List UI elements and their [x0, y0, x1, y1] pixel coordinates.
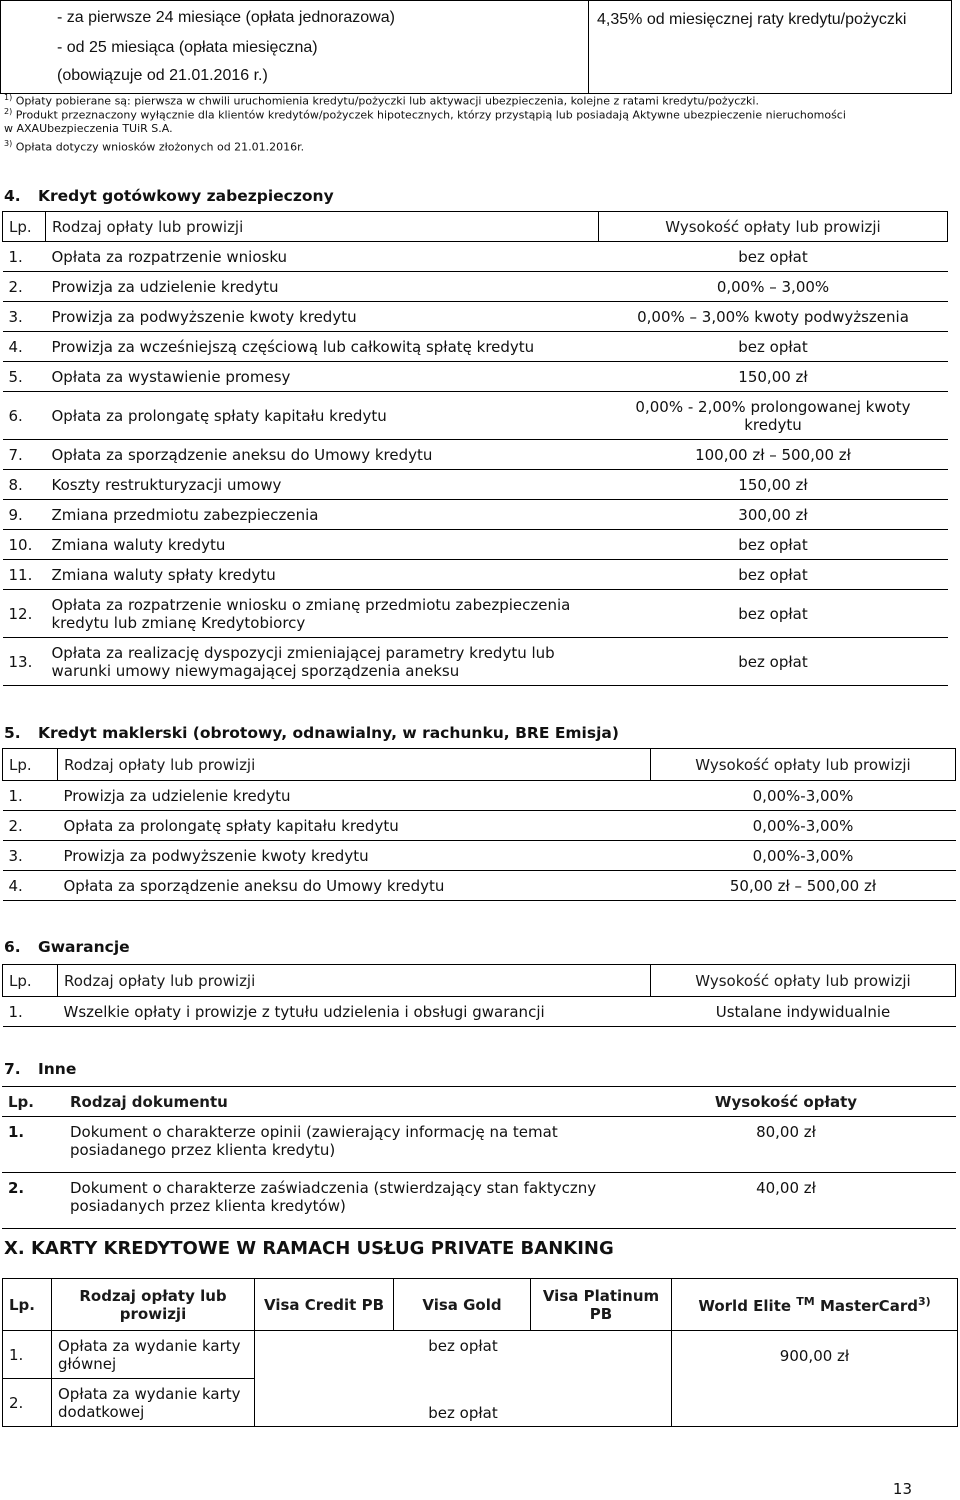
row-value: 50,00 zł – 500,00 zł	[651, 871, 956, 901]
row-value: 150,00 zł	[599, 362, 948, 392]
row-lp: 2.	[2, 1173, 64, 1229]
table-row	[3, 530, 948, 560]
row-value: 0,00% – 3,00%	[599, 272, 948, 302]
row-fee-name: Koszty restrukturyzacji umowy	[46, 470, 599, 500]
row-fee-name: Wszelkie opłaty i prowizje z tytułu udzielenia i obsługi gwarancji	[58, 997, 651, 1027]
row-fee-name: Opłata za realizację dyspozycji zmieniającej parametry kredytu lub warunki umowy niewymagającej sporządzenia aneksu	[46, 638, 599, 686]
row-lp: 1.	[2, 1117, 64, 1173]
header-visa-platinum-pb: Visa Platinum PB	[531, 1279, 672, 1331]
header-type: Rodzaj opłaty lub prowizji	[46, 212, 599, 242]
footnote-1: $^{1)}$ Opłaty pobierane są: pierwsza w chwili uruchomienia kredytu/pożyczki lub aktywacji ubezpieczenia, kolejne z ratami kredytu/pożyczki.	[4, 93, 759, 108]
table-row	[3, 500, 948, 530]
row-fee-name: Opłata za rozpatrzenie wniosku o zmianę przedmiotu zabezpieczenia kredytu lub zmianę Kredytobiorcy	[46, 590, 599, 638]
row-value-visa: bez opłat	[255, 1331, 672, 1379]
header-lp: Lp.	[3, 1279, 52, 1331]
header-type: Rodzaj opłaty lub prowizji	[52, 1279, 255, 1331]
fee-line-first-24-months: - za pierwsze 24 miesiące (opłata jednorazowa)	[57, 9, 395, 26]
header-value: Wysokość opłaty lub prowizji	[651, 749, 956, 781]
table-row	[3, 470, 948, 500]
row-value: 0,00% – 3,00% kwoty podwyższenia	[599, 302, 948, 332]
table-header-row	[3, 212, 948, 242]
continued-fee-row	[0, 0, 952, 94]
footnote-3: $^{3)}$ Opłata dotyczy wniosków złożonych od 21.01.2016r.	[4, 139, 305, 154]
row-lp: 10.	[3, 530, 46, 560]
row-lp: 4.	[3, 871, 58, 901]
header-value: Wysokość opłaty	[616, 1087, 956, 1117]
row-value: bez opłat	[599, 332, 948, 362]
row-value: 100,00 zł – 500,00 zł	[599, 440, 948, 470]
header-world-elite-mastercard: World Elite ™ MasterCard$^{3)}$	[672, 1279, 958, 1331]
header-lp: Lp.	[3, 749, 58, 781]
fee-description-cell	[1, 1, 589, 93]
section-6-table	[2, 964, 956, 1027]
row-fee-name: Dokument o charakterze zaświadczenia (stwierdzający stan faktyczny posiadanych przez klienta kredytów)	[64, 1173, 616, 1229]
header-visa-credit-pb: Visa Credit PB	[255, 1279, 394, 1331]
table-row	[3, 871, 956, 901]
table-row	[3, 781, 956, 811]
row-fee-name: Zmiana przedmiotu zabezpieczenia	[46, 500, 599, 530]
row-fee-name: Opłata za wydanie karty dodatkowej	[52, 1379, 255, 1427]
row-lp: 1.	[3, 781, 58, 811]
row-lp: 1.	[3, 997, 58, 1027]
row-value: 0,00%-3,00%	[651, 811, 956, 841]
row-fee-name: Opłata za rozpatrzenie wniosku	[46, 242, 599, 272]
header-lp: Lp.	[3, 965, 58, 997]
row-fee-name: Prowizja za wcześniejszą częściową lub całkowitą spłatę kredytu	[46, 332, 599, 362]
row-fee-name: Prowizja za podwyższenie kwoty kredytu	[58, 841, 651, 871]
table-row	[3, 841, 956, 871]
table-row	[3, 242, 948, 272]
row-fee-name: Prowizja za udzielenie kredytu	[58, 781, 651, 811]
row-value: bez opłat	[599, 530, 948, 560]
row-value: bez opłat	[599, 590, 948, 638]
row-fee-name: Opłata za wydanie karty głównej	[52, 1331, 255, 1379]
table-row	[3, 302, 948, 332]
row-fee-name: Opłata za wystawienie promesy	[46, 362, 599, 392]
row-value: bez opłat	[599, 560, 948, 590]
row-lp: 1.	[3, 1331, 52, 1379]
row-fee-name: Zmiana waluty spłaty kredytu	[46, 560, 599, 590]
row-lp: 9.	[3, 500, 46, 530]
fee-rate-cell: 4,35% od miesięcznej raty kredytu/pożyczki	[597, 11, 907, 28]
row-lp: 12.	[3, 590, 46, 638]
footnote-2: $^{2)}$ Produkt przeznaczony wyłącznie dla klientów kredytów/pożyczek hipotecznych, którzy przystąpią lub posiadają Aktywne ubezpieczenie nieruchomości	[4, 107, 846, 122]
row-fee-name: Prowizja za udzielenie kredytu	[46, 272, 599, 302]
row-lp: 3.	[3, 302, 46, 332]
header-value: Wysokość opłaty lub prowizji	[599, 212, 948, 242]
row-lp: 6.	[3, 392, 46, 440]
header-type: Rodzaj dokumentu	[64, 1087, 616, 1117]
row-fee-name: Opłata za prolongatę spłaty kapitału kredytu	[58, 811, 651, 841]
row-value: Ustalane indywidualnie	[651, 997, 956, 1027]
section-6-heading: 6. Gwarancje	[4, 938, 130, 956]
row-fee-name: Opłata za prolongatę spłaty kapitału kredytu	[46, 392, 599, 440]
table-header-row	[2, 1087, 956, 1117]
table-row	[3, 272, 948, 302]
table-row	[3, 362, 948, 392]
header-lp: Lp.	[3, 212, 46, 242]
page-number: 13	[892, 1480, 912, 1498]
table-header-row	[3, 1279, 958, 1331]
private-banking-cards-heading: X. KARTY KREDYTOWE W RAMACH USŁUG PRIVATE BANKING	[4, 1238, 614, 1259]
header-type: Rodzaj opłaty lub prowizji	[58, 749, 651, 781]
section-7-table	[2, 1086, 956, 1229]
row-value: 150,00 zł	[599, 470, 948, 500]
row-value-world-elite: 900,00 zł	[672, 1331, 958, 1427]
section-5-table	[2, 748, 956, 901]
header-visa-gold: Visa Gold	[394, 1279, 531, 1331]
row-value: 300,00 zł	[599, 500, 948, 530]
row-fee-name: Opłata za sporządzenie aneksu do Umowy kredytu	[58, 871, 651, 901]
table-row	[3, 392, 948, 440]
table-row	[3, 440, 948, 470]
row-lp: 11.	[3, 560, 46, 590]
table-row	[2, 1117, 956, 1173]
row-lp: 2.	[3, 1379, 52, 1427]
header-lp: Lp.	[2, 1087, 64, 1117]
row-value-visa: bez opłat	[255, 1379, 672, 1427]
row-value: 80,00 zł	[616, 1117, 956, 1173]
credit-cards-table	[2, 1278, 958, 1427]
table-row	[3, 811, 956, 841]
row-value: bez opłat	[599, 638, 948, 686]
fee-line-from-25th-month: - od 25 miesiąca (opłata miesięczna)	[57, 39, 318, 56]
row-lp: 3.	[3, 841, 58, 871]
row-fee-name: Zmiana waluty kredytu	[46, 530, 599, 560]
footnote-2-continued: w AXAUbezpieczenia TUiR S.A.	[4, 122, 173, 135]
row-fee-name: Dokument o charakterze opinii (zawierający informację na temat posiadanego przez klienta kredytu)	[64, 1117, 616, 1173]
row-lp: 5.	[3, 362, 46, 392]
row-fee-name: Opłata za sporządzenie aneksu do Umowy kredytu	[46, 440, 599, 470]
header-value: Wysokość opłaty lub prowizji	[651, 965, 956, 997]
table-header-row	[3, 749, 956, 781]
table-row	[3, 332, 948, 362]
row-lp: 2.	[3, 272, 46, 302]
row-fee-name: Prowizja za podwyższenie kwoty kredytu	[46, 302, 599, 332]
section-4-heading: 4. Kredyt gotówkowy zabezpieczony	[4, 187, 334, 205]
row-value: 0,00%-3,00%	[651, 841, 956, 871]
section-5-heading: 5. Kredyt maklerski (obrotowy, odnawialny, w rachunku, BRE Emisja)	[4, 724, 619, 742]
row-lp: 7.	[3, 440, 46, 470]
row-lp: 8.	[3, 470, 46, 500]
table-header-row	[3, 965, 956, 997]
section-7-heading: 7. Inne	[4, 1060, 77, 1078]
table-row	[2, 1173, 956, 1229]
section-4-table	[2, 211, 948, 686]
row-lp: 4.	[3, 332, 46, 362]
row-value: bez opłat	[599, 242, 948, 272]
row-lp: 2.	[3, 811, 58, 841]
row-value: 0,00% - 2,00% prolongowanej kwoty kredytu	[599, 392, 948, 440]
row-value: 0,00%-3,00%	[651, 781, 956, 811]
row-value: 40,00 zł	[616, 1173, 956, 1229]
table-row	[3, 560, 948, 590]
header-type: Rodzaj opłaty lub prowizji	[58, 965, 651, 997]
fee-line-effective-date: (obowiązuje od 21.01.2016 r.)	[57, 67, 268, 84]
row-lp: 1.	[3, 242, 46, 272]
table-row	[3, 1331, 958, 1379]
table-row	[3, 997, 956, 1027]
table-row	[3, 638, 948, 686]
table-row	[3, 590, 948, 638]
row-lp: 13.	[3, 638, 46, 686]
